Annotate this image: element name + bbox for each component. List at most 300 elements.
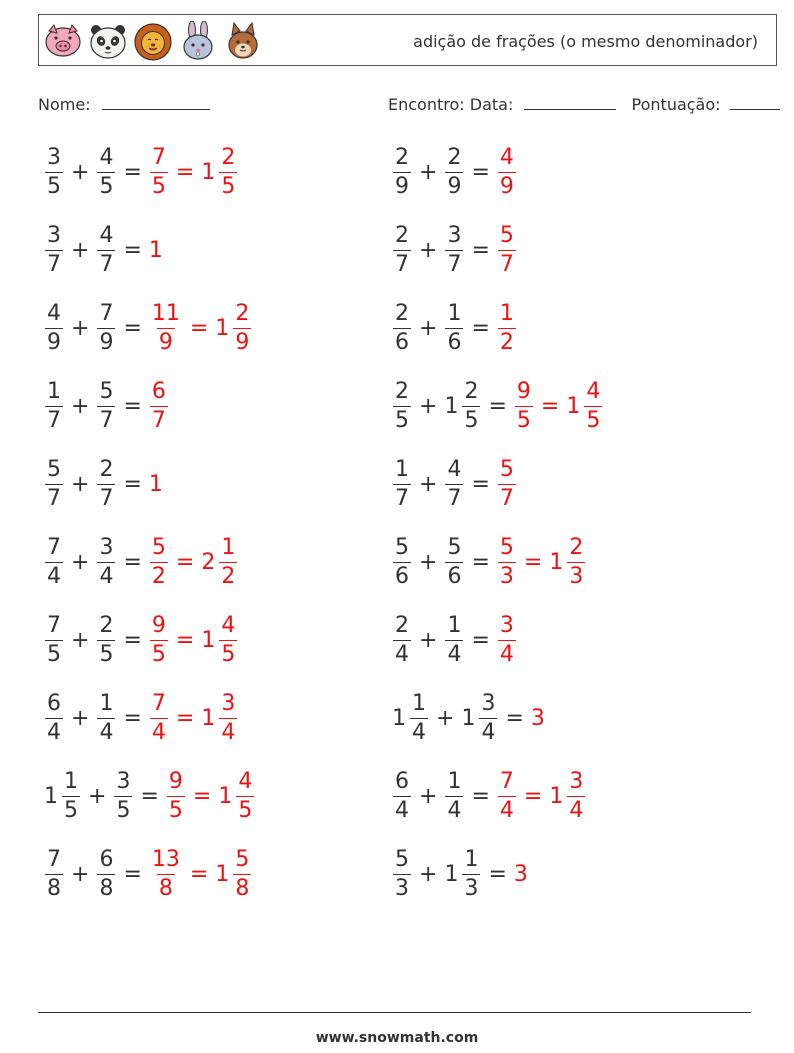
problem-8 (390, 376, 605, 436)
plus-sign: + (71, 393, 90, 419)
numerator: 2 (464, 378, 479, 404)
addend-a (42, 300, 66, 355)
whole-number: 1 (549, 783, 564, 809)
denominator: 4 (395, 641, 409, 667)
numerator: 7 (99, 300, 114, 326)
plus-sign: + (419, 471, 438, 497)
denominator: 5 (238, 797, 253, 823)
whole-number: 1 (566, 393, 581, 419)
answer-term (495, 534, 519, 589)
answer-equals-sign: = (192, 783, 212, 809)
denominator: 4 (99, 563, 114, 589)
addend-a (390, 222, 414, 277)
equals-sign: = (123, 861, 142, 887)
answer-term (147, 612, 171, 667)
equals-sign: = (488, 861, 507, 887)
numerator: 4 (499, 144, 514, 170)
numerator: 2 (395, 378, 409, 404)
plus-sign: + (419, 315, 438, 341)
addend-a (42, 222, 66, 277)
equals-sign: = (123, 237, 142, 263)
fraction (150, 378, 168, 433)
numerator: 4 (99, 144, 114, 170)
numerator: 4 (586, 378, 601, 404)
fraction (97, 534, 115, 589)
fraction (45, 144, 63, 199)
equals-sign: = (471, 549, 490, 575)
answer-equals-sign: = (175, 159, 195, 185)
answer (495, 144, 519, 199)
denominator: 5 (221, 641, 236, 667)
whole-number: 2 (201, 549, 216, 575)
plus-sign: + (71, 471, 90, 497)
fraction (498, 456, 516, 511)
denominator: 3 (464, 875, 479, 901)
score-blank[interactable] (730, 93, 780, 110)
numerator: 1 (412, 690, 426, 716)
numerator: 7 (47, 612, 61, 638)
whole-number: 1 (444, 861, 459, 887)
numerator: 3 (116, 768, 131, 794)
answer-term (147, 378, 171, 433)
equals-sign: = (471, 237, 490, 263)
name-blank[interactable] (102, 93, 210, 110)
fraction (567, 534, 585, 589)
numerator: 6 (151, 378, 166, 404)
fraction (62, 768, 80, 823)
addend-b (442, 846, 483, 901)
whole-number: 1 (549, 549, 564, 575)
denominator: 2 (221, 563, 236, 589)
whole-number: 1 (218, 783, 233, 809)
fraction (393, 612, 411, 667)
denominator: 5 (64, 797, 78, 823)
answer (147, 612, 240, 667)
denominator: 4 (569, 797, 584, 823)
denominator: 5 (151, 173, 166, 199)
equals-sign: = (123, 627, 142, 653)
addend-b (94, 690, 118, 745)
numerator: 1 (447, 768, 462, 794)
addend-b (442, 300, 466, 355)
fraction (393, 222, 411, 277)
problem-4 (390, 220, 519, 280)
addend-b (442, 144, 466, 199)
meeting-label: Encontro: Data: (388, 95, 514, 114)
denominator: 7 (99, 407, 114, 433)
numerator: 6 (395, 768, 409, 794)
fraction (114, 768, 132, 823)
answer (495, 456, 519, 511)
numerator: 5 (395, 846, 409, 872)
equals-sign: = (140, 783, 159, 809)
panda-icon (88, 21, 128, 61)
equals-sign: = (471, 627, 490, 653)
answer-term (547, 534, 588, 589)
answer-term (147, 472, 164, 497)
answer-equals-sign: = (523, 783, 543, 809)
animal-icons (43, 19, 263, 63)
answer-term (547, 768, 588, 823)
addend-b (94, 534, 118, 589)
plus-sign: + (419, 159, 438, 185)
name-field (38, 93, 210, 114)
whole-number: 1 (215, 315, 230, 341)
addend-a (42, 846, 66, 901)
fraction (150, 690, 168, 745)
addend-a (42, 378, 66, 433)
answer-equals-sign: = (175, 627, 195, 653)
addend-b (111, 768, 135, 823)
meeting-field (388, 93, 780, 114)
denominator: 8 (158, 875, 173, 901)
plus-sign: + (436, 705, 455, 731)
fraction (45, 846, 63, 901)
denominator: 2 (151, 563, 166, 589)
answer (147, 534, 240, 589)
answer-term (529, 706, 546, 731)
denominator: 8 (235, 875, 250, 901)
addend-a (390, 612, 414, 667)
denominator: 7 (47, 407, 61, 433)
fraction (236, 768, 254, 823)
addend-b (94, 300, 118, 355)
plus-sign: + (71, 315, 90, 341)
equals-sign: = (471, 315, 490, 341)
denominator: 3 (569, 563, 584, 589)
denominator: 4 (412, 719, 426, 745)
fraction (219, 612, 237, 667)
whole-number: 1 (461, 705, 476, 731)
numerator: 2 (99, 612, 114, 638)
denominator: 4 (499, 641, 514, 667)
numerator: 5 (235, 846, 250, 872)
denominator: 8 (47, 875, 61, 901)
footer-url: www.snowmath.com (315, 1030, 479, 1046)
numerator: 3 (569, 768, 584, 794)
addend-a (42, 534, 66, 589)
denominator: 6 (447, 329, 462, 355)
plus-sign: + (71, 159, 90, 185)
addend-b (442, 378, 483, 433)
answer-equals-sign: = (189, 315, 209, 341)
numerator: 1 (447, 300, 462, 326)
whole-number: 1 (201, 159, 216, 185)
addend-b (94, 612, 118, 667)
name-label: Nome: (38, 95, 91, 114)
denominator: 7 (395, 485, 409, 511)
numerator: 3 (481, 690, 496, 716)
numerator: 2 (99, 456, 114, 482)
problem-15 (42, 688, 240, 748)
numerator: 7 (151, 690, 166, 716)
fraction (393, 768, 411, 823)
problem-12 (390, 532, 588, 592)
problem-11 (42, 532, 240, 592)
denominator: 5 (99, 173, 114, 199)
answer (495, 612, 519, 667)
fraction (393, 534, 411, 589)
problem-19 (42, 844, 254, 904)
equals-sign: = (488, 393, 507, 419)
fraction (410, 690, 428, 745)
answer (495, 300, 519, 355)
answer-term (147, 238, 164, 263)
fraction (45, 222, 63, 277)
numerator: 7 (499, 768, 514, 794)
fraction (219, 690, 237, 745)
numerator: 1 (395, 456, 409, 482)
fraction (97, 222, 115, 277)
numerator: 1 (99, 690, 114, 716)
equals-sign: = (471, 783, 490, 809)
fraction (393, 456, 411, 511)
worksheet-title: adição de frações (o mesmo denominador) (413, 32, 758, 51)
problem-17 (42, 766, 257, 826)
numerator: 4 (99, 222, 114, 248)
denominator: 2 (499, 329, 514, 355)
equals-sign: = (471, 159, 490, 185)
plus-sign: + (419, 237, 438, 263)
fraction (45, 534, 63, 589)
header-box (38, 14, 777, 66)
answer (164, 768, 257, 823)
plus-sign: + (71, 627, 90, 653)
numerator: 2 (395, 612, 409, 638)
equals-sign: = (471, 471, 490, 497)
whole-number: 3 (530, 705, 545, 731)
numerator: 4 (221, 612, 236, 638)
numerator: 5 (395, 534, 409, 560)
denominator: 4 (151, 719, 166, 745)
denominator: 7 (151, 407, 166, 433)
addend-b (459, 690, 500, 745)
numerator: 9 (151, 612, 166, 638)
numerator: 3 (221, 690, 236, 716)
answer-term (164, 768, 188, 823)
addend-a (42, 690, 66, 745)
fraction (498, 300, 516, 355)
denominator: 7 (47, 485, 61, 511)
answer (512, 378, 605, 433)
denominator: 9 (158, 329, 173, 355)
fraction (393, 300, 411, 355)
answer-equals-sign: = (189, 861, 209, 887)
fraction (233, 300, 251, 355)
denominator: 5 (168, 797, 183, 823)
addend-a (390, 300, 414, 355)
denominator: 7 (99, 251, 114, 277)
numerator: 5 (151, 534, 166, 560)
numerator: 5 (499, 534, 514, 560)
answer-term (147, 534, 171, 589)
denominator: 3 (395, 875, 409, 901)
problem-1 (42, 142, 240, 202)
numerator: 3 (499, 612, 514, 638)
whole-number: 1 (444, 393, 459, 419)
problem-6 (390, 298, 519, 358)
addend-b (442, 456, 466, 511)
fraction (498, 534, 516, 589)
addend-a (42, 144, 66, 199)
fraction (45, 690, 63, 745)
fraction (150, 612, 168, 667)
answer-term (495, 222, 519, 277)
numerator: 2 (395, 144, 409, 170)
plus-sign: + (419, 783, 438, 809)
answer-term (213, 846, 254, 901)
denominator: 4 (499, 797, 514, 823)
numerator: 1 (47, 378, 61, 404)
fraction (150, 144, 168, 199)
addend-b (94, 378, 118, 433)
whole-number: 1 (215, 861, 230, 887)
fraction (97, 846, 115, 901)
date-blank[interactable] (524, 93, 616, 110)
denominator: 3 (499, 563, 514, 589)
numerator: 7 (151, 144, 166, 170)
fraction (45, 300, 63, 355)
denominator: 9 (235, 329, 250, 355)
denominator: 5 (221, 173, 236, 199)
fraction (462, 378, 480, 433)
plus-sign: + (88, 783, 107, 809)
fraction (393, 144, 411, 199)
fraction (445, 144, 463, 199)
denominator: 9 (99, 329, 114, 355)
fraction (445, 300, 463, 355)
numerator: 4 (238, 768, 253, 794)
numerator: 5 (499, 456, 514, 482)
numerator: 2 (447, 144, 462, 170)
whole-number: 1 (44, 783, 58, 809)
problem-3 (42, 220, 164, 280)
whole-number: 1 (201, 627, 216, 653)
fraction (445, 768, 463, 823)
fraction (97, 144, 115, 199)
numerator: 11 (151, 300, 180, 326)
fraction (45, 378, 63, 433)
answer-term (512, 378, 536, 433)
numerator: 3 (47, 144, 61, 170)
problem-7 (42, 376, 171, 436)
fraction (498, 144, 516, 199)
answer-term (199, 690, 240, 745)
denominator: 7 (395, 251, 409, 277)
answer-equals-sign: = (540, 393, 560, 419)
equals-sign: = (123, 393, 142, 419)
denominator: 4 (221, 719, 236, 745)
numerator: 6 (99, 846, 114, 872)
numerator: 5 (499, 222, 514, 248)
plus-sign: + (71, 705, 90, 731)
numerator: 3 (47, 222, 61, 248)
answer-term (199, 144, 240, 199)
answer-term (495, 456, 519, 511)
addend-b (442, 768, 466, 823)
denominator: 6 (395, 329, 409, 355)
fraction (150, 534, 168, 589)
numerator: 3 (99, 534, 114, 560)
whole-number: 3 (513, 861, 528, 887)
denominator: 5 (395, 407, 409, 433)
denominator: 5 (516, 407, 531, 433)
fraction (45, 612, 63, 667)
denominator: 5 (99, 641, 114, 667)
addend-a (42, 456, 66, 511)
addend-b (94, 456, 118, 511)
fraction (445, 222, 463, 277)
numerator: 1 (447, 612, 462, 638)
numerator: 2 (569, 534, 584, 560)
equals-sign: = (123, 315, 142, 341)
problem-14 (390, 610, 519, 670)
answer (147, 846, 254, 901)
denominator: 7 (447, 485, 462, 511)
fraction (498, 612, 516, 667)
problem-13 (42, 610, 240, 670)
problem-16 (390, 688, 546, 748)
denominator: 8 (99, 875, 114, 901)
answer (512, 862, 529, 887)
fraction (233, 846, 251, 901)
fraction (498, 222, 516, 277)
addend-a (42, 612, 66, 667)
plus-sign: + (71, 861, 90, 887)
fraction (97, 378, 115, 433)
fraction (498, 768, 516, 823)
fraction (393, 846, 411, 901)
addend-b (94, 222, 118, 277)
numerator: 5 (47, 456, 61, 482)
denominator: 6 (395, 563, 409, 589)
answer-term (199, 612, 240, 667)
addend-a (390, 378, 414, 433)
fraction (97, 690, 115, 745)
fraction (445, 456, 463, 511)
denominator: 4 (395, 797, 409, 823)
problem-5 (42, 298, 254, 358)
denominator: 4 (447, 641, 462, 667)
denominator: 7 (447, 251, 462, 277)
problem-10 (390, 454, 519, 514)
denominator: 4 (447, 797, 462, 823)
denominator: 7 (499, 251, 514, 277)
answer (147, 472, 164, 497)
answer-term (147, 300, 185, 355)
plus-sign: + (71, 237, 90, 263)
denominator: 7 (99, 485, 114, 511)
denominator: 5 (116, 797, 131, 823)
answer-equals-sign: = (523, 549, 543, 575)
answer-term (495, 612, 519, 667)
problem-20 (390, 844, 529, 904)
numerator: 1 (499, 300, 514, 326)
plus-sign: + (419, 549, 438, 575)
answer-term (512, 862, 529, 887)
fraction (584, 378, 602, 433)
whole-number: 1 (201, 705, 216, 731)
plus-sign: + (419, 393, 438, 419)
numerator: 7 (47, 534, 61, 560)
denominator: 5 (586, 407, 601, 433)
answer (147, 690, 240, 745)
denominator: 5 (47, 641, 61, 667)
fraction (97, 300, 115, 355)
numerator: 2 (395, 222, 409, 248)
plus-sign: + (71, 549, 90, 575)
addend-a (390, 846, 414, 901)
